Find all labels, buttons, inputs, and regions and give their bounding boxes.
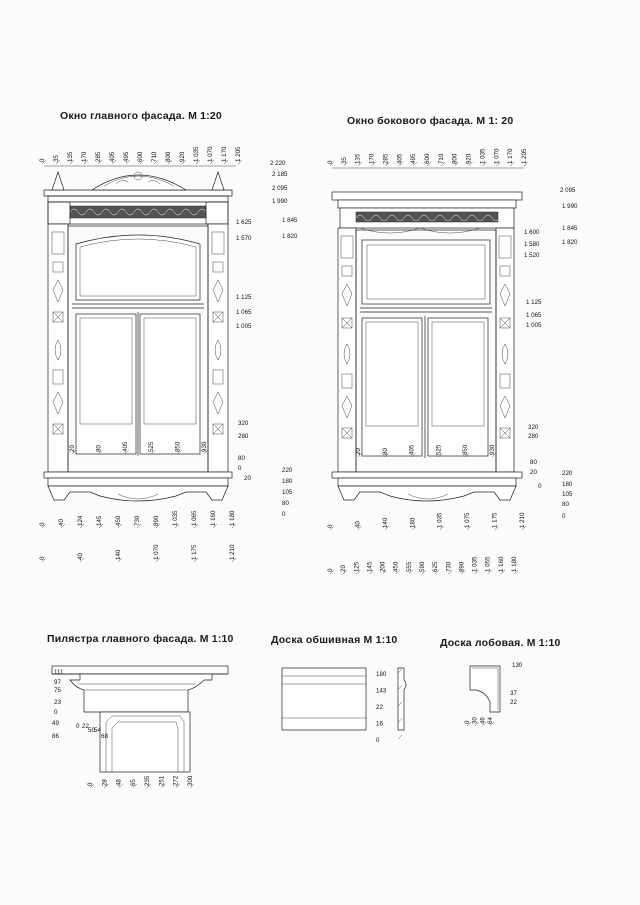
top-dim-label: 35 [340,157,348,164]
frontal-bottom-dim-label: 0 [464,720,471,724]
main-window-top-dims [39,146,242,164]
bottom-dim-label: 125 [353,561,361,572]
right-dim-label: 1 625 [236,219,252,226]
right-dim-label: 1 125 [236,294,252,301]
sash-dim-label: 80 [381,448,389,455]
pilaster-dim-label: 68 [101,733,108,740]
right-dim-label: 0 [538,483,542,490]
pilaster-dim-label: 49 [52,720,59,727]
pilaster-bottom-dim-label: 272 [172,775,180,786]
right-dim-label: 1 580 [524,241,540,248]
sash-dim-label: 850 [462,444,470,455]
top-dim-label: 920 [179,151,186,162]
frontal-board-drawing [470,666,500,712]
bottom-dim-label: 730 [445,561,453,572]
bottom-dim-label: 140 [381,517,389,528]
right-dim-label: 1 990 [272,198,288,205]
pilaster-dim-label: 97 [54,679,61,686]
pilaster-bottom-dim-label: 0 [87,782,94,786]
right-dim-label: 1 990 [562,203,578,210]
bottom-dim-label: 0 [327,524,334,528]
pilaster-bottom-dim-label: 300 [187,775,194,786]
top-dim-label: 285 [382,153,390,164]
bottom-dim-label: 890 [153,515,160,526]
bottom-dim-label: 140 [115,549,122,560]
bottom-dim-label: 40 [58,519,65,526]
bottom-dim-label: 1 160 [497,556,505,572]
right-dim-label: 80 [282,500,289,507]
dim-tick [398,735,402,739]
right-dim-label: 320 [238,420,249,427]
bottom-dim-label: 1 065 [191,510,198,526]
bottom-dim-label: 1 175 [491,512,499,528]
pilaster-bottom-dim-label: 65 [129,779,137,786]
sash-dim-label: 525 [148,441,156,452]
bottom-dim-label: 625 [432,561,440,572]
top-dim-label: 800 [451,153,459,164]
top-dim-label: 170 [81,151,88,162]
right-dim-label: 105 [282,489,293,496]
top-dim-label: 920 [465,153,473,164]
cladding-board-drawing [282,668,406,730]
inner-dim-label: 20 [244,475,251,482]
sash-dim-label: 525 [435,444,443,455]
top-dim-label: 405 [109,151,116,162]
side-window-right-dims [524,187,578,520]
bottom-dim-label: 1 075 [464,512,472,528]
pilaster-dim-label: 111 [54,669,64,676]
sash-dim-label: 405 [121,441,129,452]
right-dim-label: 1 600 [524,229,540,236]
pilaster-bottom-dim-label: 48 [115,779,123,786]
right-dim-label: 2 185 [272,171,288,178]
right-dim-label: 2 095 [272,185,288,192]
bottom-dim-label: 450 [115,515,122,526]
bottom-dim-label: 1 035 [471,556,479,572]
pilaster-bottom-dim-label: 28 [101,779,109,786]
right-dim-label: 1 570 [236,235,252,242]
top-dim-label: 1 035 [193,146,200,162]
bottom-dim-label: 1 035 [172,510,179,526]
right-dim-label: 1 005 [526,322,542,329]
frontal-board-title: Доска лобовая. М 1:10 [440,637,561,649]
top-dim-label: 1 070 [207,146,214,162]
right-dim-label: 80 [530,459,537,466]
right-dim-label: 320 [528,424,539,431]
right-dim-label: 1 820 [562,239,578,246]
top-dim-label: 35 [53,155,60,162]
bottom-dim-label: 124 [77,515,84,526]
bottom-dim-label: 555 [405,561,413,572]
bottom-dim-label: 1 175 [191,544,198,560]
top-dim-label: 405 [396,153,404,164]
bottom-dim-label: 1 160 [210,510,217,526]
pilaster-dim-label: 54 [94,727,101,734]
top-dim-label: 710 [437,153,445,164]
pilaster-bottom-dim-label: 251 [158,775,166,786]
sash-dim-label: 850 [174,441,182,452]
sash-dim-label: 405 [408,444,416,455]
inner-dim-label: 0 [238,465,242,472]
top-dim-label: 800 [165,151,172,162]
frontal-bottom-dim-label: 30 [471,717,479,724]
top-dim-label: 1 205 [235,146,242,162]
right-dim-label: 0 [282,511,286,518]
pilaster-dim-label: 75 [54,687,61,694]
cladding-dim-label: 22 [376,704,383,711]
top-dim-label: 495 [123,151,130,162]
right-dim-label: 1 520 [524,252,540,259]
bottom-dim-label: 1 070 [153,544,160,560]
pilaster-bottom-dims [87,775,194,788]
cladding-board-title: Доска обшивная М 1:10 [271,634,398,646]
bottom-dim-label: 1 210 [229,544,236,560]
right-dim-label: 180 [282,478,293,485]
bottom-dim-label: 40 [77,553,84,560]
top-dim-label: 1 170 [221,146,228,162]
right-dim-label: 1 845 [562,225,578,232]
top-dim-label: 170 [368,153,376,164]
right-dim-label: 180 [562,481,573,488]
main-window-right-dims [236,160,298,518]
bottom-dim-label: 1 210 [519,512,526,528]
side-window-bottom-dims-1 [327,512,526,530]
cladding-dim-label: 0 [376,737,380,744]
right-dim-label: 20 [530,469,537,476]
main-window-bottom-dims-1 [39,510,236,528]
frontal-bottom-dim-label: 64 [487,717,494,724]
bottom-dim-label: 0 [39,556,46,560]
frontal-dim-label: 37 [510,690,517,697]
right-dim-label: 1 820 [282,233,298,240]
top-dim-label: 285 [95,151,102,162]
pilaster-title: Пилястра главного фасада. М 1:10 [47,633,234,645]
pilaster-dim-label: 0 [54,709,58,716]
right-dim-label: 2 220 [270,160,286,167]
side-window-title: Окно бокового фасада. М 1: 20 [347,115,514,127]
cladding-dim-label: 143 [376,687,387,695]
right-dim-label: 220 [562,470,573,477]
right-dim-label: 1 065 [526,312,542,319]
right-dim-label: 1 125 [526,299,542,306]
top-dim-label: 710 [151,151,158,162]
right-dim-label: 2 095 [560,187,576,194]
top-dim-label: 600 [424,153,431,164]
pilaster-dim-label: 0 [76,723,80,730]
cladding-dim-label: 180 [376,671,387,678]
top-dim-label: 1 170 [507,148,515,164]
right-dim-label: 0 [562,513,566,520]
bottom-dim-label: 590 [419,561,426,572]
side-window-top-dims [327,148,528,166]
inner-dim-label: 80 [238,455,245,462]
sash-dim-label: 80 [95,445,103,452]
right-dim-label: 1 845 [282,217,298,224]
pilaster-bottom-dim-label: 235 [144,775,152,786]
bottom-dim-label: 1 180 [229,510,236,526]
top-dim-label: 600 [137,151,144,162]
bottom-dim-label: 20 [340,565,348,572]
top-dim-label: 0 [327,160,334,164]
bottom-dim-label: 890 [458,561,466,572]
top-dim-label: 1 035 [479,148,487,164]
main-window-bottom-dims-2 [39,544,236,562]
bottom-dim-label: 180 [409,517,417,528]
cladding-dim-label: 16 [376,720,383,728]
right-dim-label: 280 [528,433,539,440]
top-dim-label: 0 [39,158,46,162]
right-dim-label: 1 005 [236,323,252,330]
right-dim-label: 1 065 [236,309,252,316]
frontal-bottom-dim-label: 46 [479,717,487,724]
bottom-dim-label: 0 [39,522,46,526]
top-dim-label: 1 205 [521,148,528,164]
pilaster-dim-label: 50 [88,727,95,734]
top-dim-label: 135 [67,151,74,162]
sash-dim-label: 20 [355,448,362,455]
bottom-dim-label: 1 035 [436,512,444,528]
right-dim-label: 280 [238,433,249,440]
sash-dim-label: 930 [201,441,208,452]
bottom-dim-label: 40 [354,521,362,528]
sash-dim-label: 930 [489,444,496,455]
frontal-dim-label: 22 [510,699,517,706]
top-dim-label: 135 [354,153,362,164]
right-dim-label: 220 [282,467,293,474]
bottom-dim-label: 730 [134,515,141,526]
bottom-dim-label: 200 [379,561,387,572]
pilaster-drawing [52,666,228,772]
bottom-dim-label: 145 [366,561,374,572]
sash-dim-label: 20 [69,445,76,452]
main-window-title: Окно главного фасада. М 1:20 [60,110,222,122]
side-window-bottom-dims-2 [327,556,518,574]
bottom-dim-label: 1 180 [511,556,518,572]
pilaster-dim-label: 23 [54,699,61,706]
pilaster-dim-label: 86 [52,733,59,740]
right-dim-label: 80 [562,501,569,508]
pilaster-dim-label: 22 [82,723,89,730]
right-dim-label: 105 [562,491,573,498]
bottom-dim-label: 145 [96,515,103,526]
top-dim-label: 1 070 [493,148,501,164]
top-dim-label: 495 [410,153,418,164]
bottom-dim-label: 450 [392,561,400,572]
frontal-dim-label: 130 [512,662,523,669]
bottom-dim-label: 0 [327,568,334,572]
bottom-dim-label: 1 055 [484,556,492,572]
